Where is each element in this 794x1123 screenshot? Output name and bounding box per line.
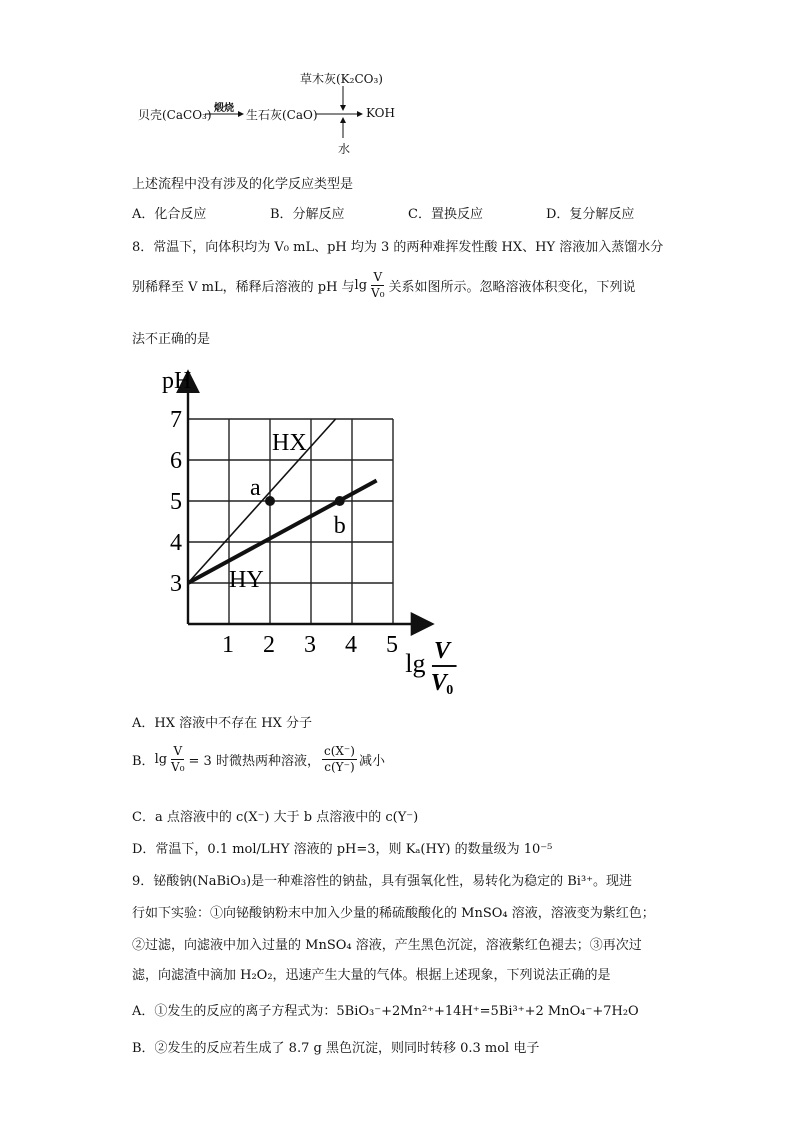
- q8-frac-num: V: [373, 270, 383, 284]
- q7-option-a: A．化合反应: [132, 207, 207, 222]
- q8-line1: 8．常温下，向体积均为 V₀ mL、pH 均为 3 的两种难挥发性酸 HX、HY 溶液加入蒸馏水分: [132, 240, 664, 255]
- y-tick-label: 6: [170, 448, 182, 474]
- q8-option-a: A．HX 溶液中不存在 HX 分子: [132, 716, 312, 731]
- q8-line2: [132, 270, 636, 301]
- q8-option-b: [132, 744, 385, 775]
- q9-line2: 行如下实验：①向铋酸钠粉末中加入少量的稀硫酸酸化的 MnSO₄ 溶液，溶液变为紫红色；: [132, 906, 655, 921]
- flow-middle: 生石灰(CaO): [246, 108, 318, 122]
- q8-option-d: D．常温下，0.1 mol/LHY 溶液的 pH=3，则 Kₐ(HY) 的数量级为 10⁻⁵: [132, 842, 553, 857]
- q8-optb-lg: lg: [154, 752, 168, 767]
- y-axis-label: pH: [162, 368, 192, 394]
- x-tick-label: 3: [304, 632, 316, 658]
- y-tick-label: 7: [170, 407, 182, 433]
- q8-frac-den: V₀: [371, 286, 385, 300]
- ph-chart: [160, 362, 480, 702]
- q8-optb-frac1-num: V: [173, 744, 183, 758]
- x-axis-label-den: V: [430, 670, 447, 696]
- flow-arrows: [0, 0, 420, 160]
- flow-end: KOH: [366, 106, 395, 120]
- y-tick-label: 4: [170, 530, 182, 556]
- x-axis-label-lg: lg: [405, 649, 426, 678]
- q9-option-a: A．①发生的反应的离子方程式为：5BiO₃⁻+2Mn²⁺+14H⁺=5Bi³⁺+2 MnO₄⁻+7H₂O: [132, 1004, 639, 1019]
- q9-line3: ②过滤，向滤液中加入过量的 MnSO₄ 溶液，产生黑色沉淀，溶液紫红色褪去；③再次过: [132, 938, 642, 953]
- q7-option-d: D．复分解反应: [546, 207, 635, 222]
- flow-arrow-label: 煅烧: [214, 103, 234, 114]
- flow-bottom-label: 水: [338, 142, 351, 156]
- flow-top-label: 草木灰(K₂CO₃): [300, 72, 383, 86]
- q8-line2-post: 关系如图所示。忽略溶液体积变化，下列说: [388, 280, 636, 295]
- x-tick-label: 4: [345, 632, 357, 658]
- y-tick-label: 3: [170, 571, 182, 597]
- q8-option-c: C．a 点溶液中的 c(X⁻) 大于 b 点溶液中的 c(Y⁻): [132, 810, 419, 825]
- data-point-a: [265, 496, 275, 506]
- q7-option-c: C．置换反应: [408, 207, 483, 222]
- q8-optb-frac1-den: V₀: [171, 760, 185, 774]
- x-axis-label-den-sub: 0: [446, 683, 454, 698]
- q8-line2-pre: 别稀释至 V mL，稀释后溶液的 pH 与: [132, 280, 355, 295]
- x-tick-label: 1: [222, 632, 234, 658]
- flow-start: 贝壳(CaCO₃): [138, 108, 212, 122]
- x-axis-label-num: V: [434, 638, 451, 664]
- series-label-hy: HY: [229, 567, 264, 594]
- data-point-label-b: b: [333, 513, 346, 539]
- q8-lg: lg: [354, 278, 368, 293]
- q8-optb-mid: = 3 时微热两种溶液，: [188, 754, 320, 769]
- x-tick-label: 5: [386, 632, 398, 658]
- q9-line4: 滤，向滤渣中滴加 H₂O₂，迅速产生大量的气体。根据上述现象，下列说法正确的是: [132, 968, 611, 983]
- q8-optb-frac2-num: c(X⁻): [323, 744, 355, 758]
- q8-optb-post: 减小: [358, 754, 385, 769]
- series-line-hy: [188, 481, 377, 584]
- y-tick-label: 5: [170, 489, 182, 515]
- q9-option-b: B．②发生的反应若生成了 8.7 g 黑色沉淀，则同时转移 0.3 mol 电子: [132, 1041, 540, 1056]
- q8-optb-pre: B．: [132, 754, 155, 769]
- data-point-b: [335, 496, 345, 506]
- series-label-hx: HX: [272, 429, 307, 456]
- q8-optb-fraction1: [169, 744, 186, 775]
- q9-line1: 9．铋酸钠(NaBiO₃)是一种难溶性的钠盐，具有强氧化性，易转化为稳定的 Bi³⁺。现进: [132, 874, 633, 889]
- data-point-label-a: a: [250, 475, 261, 501]
- q8-optb-fraction2: [322, 744, 357, 775]
- q7-option-b: B．分解反应: [270, 207, 345, 222]
- q8-fraction: [369, 270, 386, 301]
- x-tick-label: 2: [263, 632, 275, 658]
- q8-line3: 法不正确的是: [132, 332, 211, 347]
- q8-optb-frac2-den: c(Y⁻): [324, 760, 355, 774]
- q7-stem: 上述流程中没有涉及的化学反应类型是: [132, 177, 354, 192]
